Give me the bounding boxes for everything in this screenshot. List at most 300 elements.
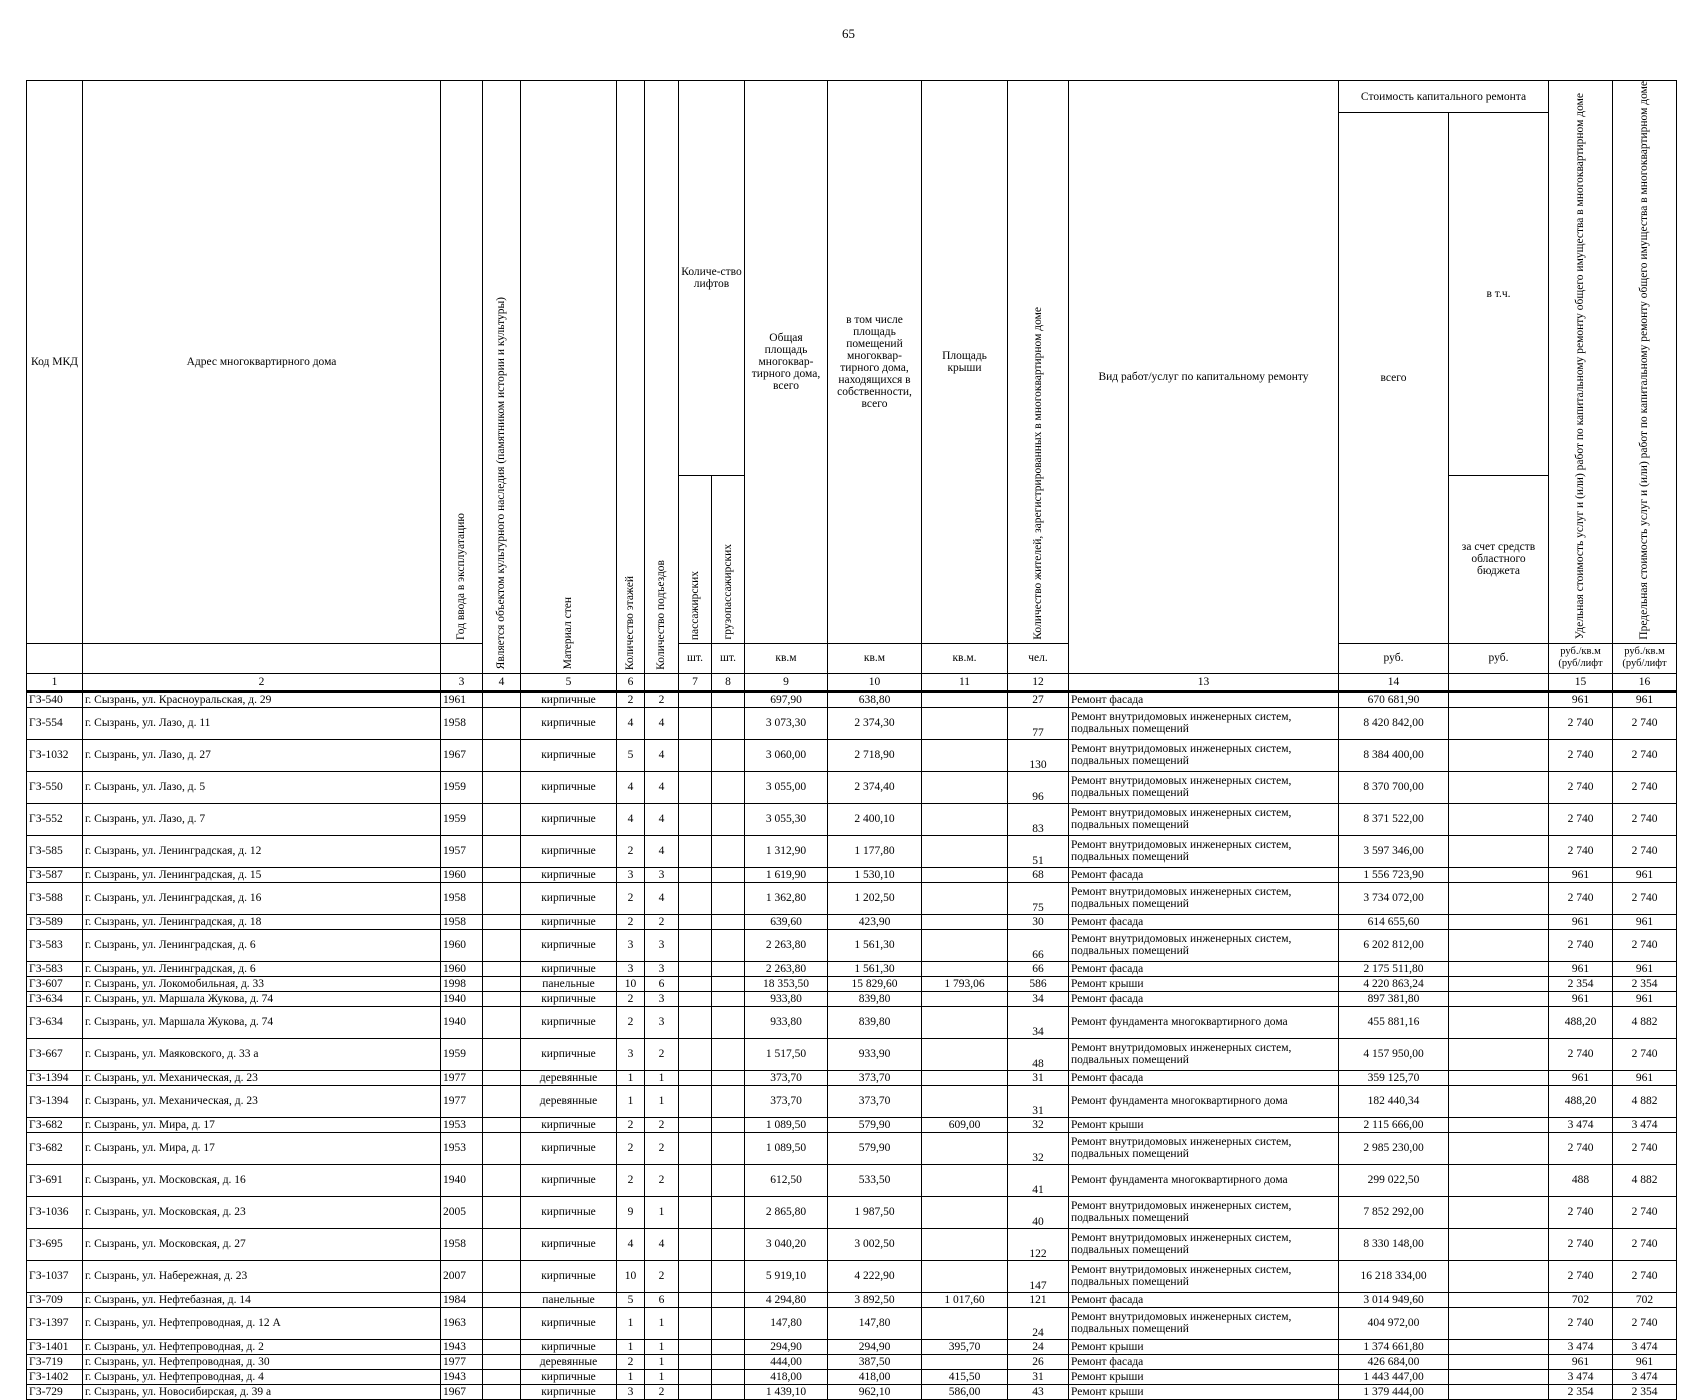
cell-roof-area: 1 793,06 xyxy=(922,976,1008,991)
cell-work-type: Ремонт крыши xyxy=(1069,1369,1339,1384)
header-address: Адрес многоквартирного дома xyxy=(83,81,441,644)
cell-address: г. Сызрань, ул. Маяковского, д. 33 а xyxy=(83,1038,441,1070)
cell-owned-area: 3 002,50 xyxy=(828,1228,922,1260)
cell-entrances: 1 xyxy=(645,1307,679,1339)
header-cost-regional: за счет средств областного бюджета xyxy=(1449,475,1549,643)
cell-floors: 10 xyxy=(617,976,645,991)
cell-material: кирпичные xyxy=(521,739,617,771)
cell-total-area: 2 263,80 xyxy=(745,929,828,961)
cell-material: кирпичные xyxy=(521,1006,617,1038)
cell-owned-area: 373,70 xyxy=(828,1070,922,1085)
cell-lifts-passenger xyxy=(679,691,712,707)
header-unit-address xyxy=(83,643,441,673)
cell-year: 1984 xyxy=(441,1292,483,1307)
cell-lifts-cargo xyxy=(712,1354,745,1369)
cell-address: г. Сызрань, ул. Локомобильная, д. 33 xyxy=(83,976,441,991)
cell-lifts-cargo xyxy=(712,867,745,882)
cell-heritage xyxy=(483,691,521,707)
cell-residents: 43 xyxy=(1008,1384,1069,1399)
cell-work-type: Ремонт внутридомовых инженерных систем, подвальных помещений xyxy=(1069,1260,1339,1292)
cell-roof-area xyxy=(922,1354,1008,1369)
cell-total-area: 1 619,90 xyxy=(745,867,828,882)
cell-heritage xyxy=(483,867,521,882)
cell-material: кирпичные xyxy=(521,929,617,961)
cell-address: г. Сызрань, ул. Лазо, д. 11 xyxy=(83,707,441,739)
cell-year: 1967 xyxy=(441,1384,483,1399)
cell-unit-cost: 2 740 xyxy=(1549,803,1613,835)
cell-residents: 34 xyxy=(1008,991,1069,1006)
cell-residents: 147 xyxy=(1008,1260,1069,1292)
cell-code: ГЗ-588 xyxy=(27,882,83,914)
cell-year: 2005 xyxy=(441,1196,483,1228)
cell-total-area: 1 439,10 xyxy=(745,1384,828,1399)
table-row xyxy=(27,1006,1677,1038)
cell-roof-area xyxy=(922,991,1008,1006)
cell-cost-regional xyxy=(1449,1260,1549,1292)
unit-lifts-cargo: шт. xyxy=(712,643,745,673)
cell-roof-area xyxy=(922,739,1008,771)
cell-roof-area xyxy=(922,1307,1008,1339)
cell-year: 1953 xyxy=(441,1117,483,1132)
cell-lifts-passenger xyxy=(679,961,712,976)
cell-year: 1940 xyxy=(441,991,483,1006)
cell-material: кирпичные xyxy=(521,691,617,707)
cell-code: ГЗ-540 xyxy=(27,691,83,707)
cell-cost-regional xyxy=(1449,961,1549,976)
cell-roof-area xyxy=(922,691,1008,707)
cell-cost-total: 3 597 346,00 xyxy=(1339,835,1449,867)
cell-entrances: 4 xyxy=(645,882,679,914)
cell-owned-area: 1 202,50 xyxy=(828,882,922,914)
cell-year: 1959 xyxy=(441,1038,483,1070)
cell-code: ГЗ-554 xyxy=(27,707,83,739)
cell-cost-regional xyxy=(1449,1354,1549,1369)
cell-roof-area xyxy=(922,914,1008,929)
cell-heritage xyxy=(483,1369,521,1384)
cell-address: г. Сызрань, ул. Нефтепроводная, д. 30 xyxy=(83,1354,441,1369)
cell-cost-regional xyxy=(1449,914,1549,929)
column-number: 15 xyxy=(1549,673,1613,691)
table-row xyxy=(27,991,1677,1006)
cell-entrances: 2 xyxy=(645,1260,679,1292)
cell-cost-total: 2 115 666,00 xyxy=(1339,1117,1449,1132)
cell-year: 1960 xyxy=(441,929,483,961)
table-row xyxy=(27,1369,1677,1384)
cell-floors: 5 xyxy=(617,1292,645,1307)
cell-code: ГЗ-1036 xyxy=(27,1196,83,1228)
cell-cost-regional xyxy=(1449,835,1549,867)
cell-max-cost: 3 474 xyxy=(1613,1117,1677,1132)
cell-cost-regional xyxy=(1449,1228,1549,1260)
cell-cost-regional xyxy=(1449,1085,1549,1117)
cell-address: г. Сызрань, ул. Ленинградская, д. 16 xyxy=(83,882,441,914)
cell-heritage xyxy=(483,1260,521,1292)
cell-address: г. Сызрань, ул. Лазо, д. 27 xyxy=(83,739,441,771)
cell-heritage xyxy=(483,739,521,771)
cell-unit-cost: 2 740 xyxy=(1549,1228,1613,1260)
table-row xyxy=(27,1307,1677,1339)
cell-unit-cost: 702 xyxy=(1549,1292,1613,1307)
cell-cost-total: 1 443 447,00 xyxy=(1339,1369,1449,1384)
cell-roof-area: 415,50 xyxy=(922,1369,1008,1384)
cell-total-area: 3 055,00 xyxy=(745,771,828,803)
cell-owned-area: 1 987,50 xyxy=(828,1196,922,1228)
cell-material: кирпичные xyxy=(521,1228,617,1260)
table-row xyxy=(27,771,1677,803)
cell-unit-cost: 2 740 xyxy=(1549,1038,1613,1070)
header-owned-area: в том числе площадь помещений многоквар-тирного дома, находящихся в собственности, всего xyxy=(828,81,922,644)
cell-max-cost: 2 740 xyxy=(1613,771,1677,803)
column-number: 1 xyxy=(27,673,83,691)
cell-material: деревянные xyxy=(521,1085,617,1117)
cell-lifts-passenger xyxy=(679,1006,712,1038)
cell-address: г. Сызрань, ул. Нефтепроводная, д. 2 xyxy=(83,1339,441,1354)
cell-code: ГЗ-691 xyxy=(27,1164,83,1196)
cell-lifts-cargo xyxy=(712,771,745,803)
cell-total-area: 4 294,80 xyxy=(745,1292,828,1307)
cell-material: кирпичные xyxy=(521,803,617,835)
cell-residents: 24 xyxy=(1008,1339,1069,1354)
cell-floors: 2 xyxy=(617,691,645,707)
cell-year: 1958 xyxy=(441,1228,483,1260)
cell-roof-area xyxy=(922,1196,1008,1228)
cell-lifts-cargo xyxy=(712,1384,745,1399)
header-year: Год ввода в эксплуатацию xyxy=(441,81,483,644)
cell-max-cost: 961 xyxy=(1613,867,1677,882)
cell-entrances: 2 xyxy=(645,1038,679,1070)
cell-roof-area xyxy=(922,1006,1008,1038)
cell-cost-regional xyxy=(1449,771,1549,803)
cell-heritage xyxy=(483,1354,521,1369)
cell-total-area: 1 089,50 xyxy=(745,1117,828,1132)
cell-floors: 2 xyxy=(617,882,645,914)
cell-floors: 3 xyxy=(617,867,645,882)
cell-year: 1960 xyxy=(441,961,483,976)
table-row xyxy=(27,1038,1677,1070)
cell-lifts-passenger xyxy=(679,1085,712,1117)
unit-cost-regional: руб. xyxy=(1449,643,1549,673)
cell-roof-area xyxy=(922,707,1008,739)
cell-code: ГЗ-709 xyxy=(27,1292,83,1307)
cell-unit-cost: 2 740 xyxy=(1549,929,1613,961)
cell-work-type: Ремонт внутридомовых инженерных систем, подвальных помещений xyxy=(1069,929,1339,961)
cell-total-area: 933,80 xyxy=(745,991,828,1006)
cell-material: кирпичные xyxy=(521,1164,617,1196)
cell-cost-regional xyxy=(1449,1339,1549,1354)
cell-entrances: 2 xyxy=(645,691,679,707)
cell-code: ГЗ-1032 xyxy=(27,739,83,771)
cell-cost-total: 3 734 072,00 xyxy=(1339,882,1449,914)
cell-residents: 27 xyxy=(1008,691,1069,707)
cell-heritage xyxy=(483,976,521,991)
cell-entrances: 3 xyxy=(645,1006,679,1038)
cell-total-area: 2 263,80 xyxy=(745,961,828,976)
cell-owned-area: 387,50 xyxy=(828,1354,922,1369)
header-cost-total: всего xyxy=(1339,113,1449,644)
cell-heritage xyxy=(483,1085,521,1117)
cell-cost-total: 614 655,60 xyxy=(1339,914,1449,929)
cell-lifts-cargo xyxy=(712,1260,745,1292)
cell-max-cost: 2 740 xyxy=(1613,739,1677,771)
column-number xyxy=(645,673,679,691)
cell-address: г. Сызрань, ул. Нефтебазная, д. 14 xyxy=(83,1292,441,1307)
cell-cost-regional xyxy=(1449,1292,1549,1307)
cell-max-cost: 3 474 xyxy=(1613,1339,1677,1354)
table-row xyxy=(27,739,1677,771)
cell-entrances: 2 xyxy=(645,1117,679,1132)
cell-residents: 121 xyxy=(1008,1292,1069,1307)
cell-work-type: Ремонт внутридомовых инженерных систем, подвальных помещений xyxy=(1069,835,1339,867)
cell-floors: 1 xyxy=(617,1085,645,1117)
cell-address: г. Сызрань, ул. Ленинградская, д. 6 xyxy=(83,929,441,961)
cell-year: 1953 xyxy=(441,1132,483,1164)
cell-total-area: 1 362,80 xyxy=(745,882,828,914)
cell-owned-area: 2 400,10 xyxy=(828,803,922,835)
cell-unit-cost: 961 xyxy=(1549,867,1613,882)
cell-lifts-cargo xyxy=(712,991,745,1006)
cell-cost-regional xyxy=(1449,976,1549,991)
cell-max-cost: 2 740 xyxy=(1613,803,1677,835)
cell-residents: 26 xyxy=(1008,1354,1069,1369)
cell-cost-total: 3 014 949,60 xyxy=(1339,1292,1449,1307)
cell-address: г. Сызрань, ул. Мира, д. 17 xyxy=(83,1117,441,1132)
column-number: 14 xyxy=(1339,673,1449,691)
cell-lifts-cargo xyxy=(712,961,745,976)
cell-lifts-cargo xyxy=(712,1369,745,1384)
cell-residents: 32 xyxy=(1008,1117,1069,1132)
cell-code: ГЗ-1402 xyxy=(27,1369,83,1384)
cell-lifts-cargo xyxy=(712,929,745,961)
cell-cost-regional xyxy=(1449,867,1549,882)
header-cost-incl: в т.ч. xyxy=(1449,113,1549,476)
cell-max-cost: 2 740 xyxy=(1613,1038,1677,1070)
cell-owned-area: 638,80 xyxy=(828,691,922,707)
cell-entrances: 3 xyxy=(645,961,679,976)
cell-max-cost: 2 740 xyxy=(1613,1228,1677,1260)
cell-lifts-cargo xyxy=(712,1164,745,1196)
cell-unit-cost: 2 354 xyxy=(1549,1384,1613,1399)
table-row xyxy=(27,707,1677,739)
cell-heritage xyxy=(483,1117,521,1132)
cell-cost-regional xyxy=(1449,739,1549,771)
header-lifts-cargo: грузопассажирских xyxy=(712,475,745,643)
cell-unit-cost: 2 740 xyxy=(1549,707,1613,739)
cell-unit-cost: 961 xyxy=(1549,961,1613,976)
cell-lifts-cargo xyxy=(712,835,745,867)
cell-entrances: 4 xyxy=(645,835,679,867)
cell-unit-cost: 961 xyxy=(1549,1070,1613,1085)
column-number xyxy=(1449,673,1549,691)
cell-max-cost: 3 474 xyxy=(1613,1369,1677,1384)
cell-unit-cost: 2 740 xyxy=(1549,882,1613,914)
unit-unit-cost: руб./кв.м (руб/лифт xyxy=(1549,643,1613,673)
cell-cost-total: 7 852 292,00 xyxy=(1339,1196,1449,1228)
cell-residents: 66 xyxy=(1008,929,1069,961)
cell-lifts-cargo xyxy=(712,1132,745,1164)
cell-entrances: 3 xyxy=(645,867,679,882)
cell-residents: 40 xyxy=(1008,1196,1069,1228)
cell-address: г. Сызрань, ул. Лазо, д. 7 xyxy=(83,803,441,835)
cell-total-area: 147,80 xyxy=(745,1307,828,1339)
cell-total-area: 373,70 xyxy=(745,1070,828,1085)
cell-floors: 2 xyxy=(617,835,645,867)
cell-owned-area: 294,90 xyxy=(828,1339,922,1354)
cell-code: ГЗ-583 xyxy=(27,929,83,961)
cell-total-area: 1 312,90 xyxy=(745,835,828,867)
cell-max-cost: 4 882 xyxy=(1613,1006,1677,1038)
cell-floors: 1 xyxy=(617,1339,645,1354)
header-total-area: Общая площадь многоквар-тирного дома, всего xyxy=(745,81,828,644)
cell-material: кирпичные xyxy=(521,991,617,1006)
header-material: Материал стен xyxy=(521,81,617,674)
cell-lifts-passenger xyxy=(679,991,712,1006)
cell-year: 1957 xyxy=(441,835,483,867)
cell-material: панельные xyxy=(521,976,617,991)
cell-lifts-passenger xyxy=(679,867,712,882)
cell-material: кирпичные xyxy=(521,882,617,914)
cell-owned-area: 1 177,80 xyxy=(828,835,922,867)
cell-work-type: Ремонт внутридомовых инженерных систем, подвальных помещений xyxy=(1069,707,1339,739)
cell-work-type: Ремонт крыши xyxy=(1069,1384,1339,1399)
cell-roof-area xyxy=(922,1228,1008,1260)
table-row xyxy=(27,867,1677,882)
cell-residents: 51 xyxy=(1008,835,1069,867)
cell-code: ГЗ-607 xyxy=(27,976,83,991)
cell-total-area: 3 055,30 xyxy=(745,803,828,835)
header-lifts-passenger: пассажирских xyxy=(679,475,712,643)
cell-cost-regional xyxy=(1449,1070,1549,1085)
cell-work-type: Ремонт фасада xyxy=(1069,1354,1339,1369)
cell-unit-cost: 961 xyxy=(1549,691,1613,707)
cell-code: ГЗ-589 xyxy=(27,914,83,929)
cell-floors: 2 xyxy=(617,1132,645,1164)
cell-entrances: 2 xyxy=(645,1164,679,1196)
cell-lifts-passenger xyxy=(679,1196,712,1228)
cell-residents: 75 xyxy=(1008,882,1069,914)
cell-unit-cost: 3 474 xyxy=(1549,1339,1613,1354)
cell-work-type: Ремонт внутридомовых инженерных систем, подвальных помещений xyxy=(1069,882,1339,914)
cell-max-cost: 4 882 xyxy=(1613,1085,1677,1117)
cell-total-area: 1 517,50 xyxy=(745,1038,828,1070)
cell-lifts-passenger xyxy=(679,929,712,961)
cell-heritage xyxy=(483,771,521,803)
cell-roof-area xyxy=(922,929,1008,961)
header-work-type: Вид работ/услуг по капитальному ремонту xyxy=(1069,81,1339,674)
column-number: 4 xyxy=(483,673,521,691)
cell-cost-regional xyxy=(1449,1038,1549,1070)
cell-max-cost: 961 xyxy=(1613,961,1677,976)
unit-max-cost: руб./кв.м (руб/лифт xyxy=(1613,643,1677,673)
column-number: 5 xyxy=(521,673,617,691)
cell-material: кирпичные xyxy=(521,1117,617,1132)
cell-total-area: 2 865,80 xyxy=(745,1196,828,1228)
cell-material: кирпичные xyxy=(521,1038,617,1070)
cell-entrances: 4 xyxy=(645,803,679,835)
column-number: 3 xyxy=(441,673,483,691)
cell-unit-cost: 3 474 xyxy=(1549,1369,1613,1384)
cell-lifts-cargo xyxy=(712,1085,745,1117)
table-row xyxy=(27,835,1677,867)
cell-address: г. Сызрань, ул. Московская, д. 27 xyxy=(83,1228,441,1260)
cell-roof-area: 1 017,60 xyxy=(922,1292,1008,1307)
cell-lifts-passenger xyxy=(679,1117,712,1132)
cell-owned-area: 962,10 xyxy=(828,1384,922,1399)
cell-roof-area xyxy=(922,867,1008,882)
column-number: 6 xyxy=(617,673,645,691)
cell-floors: 4 xyxy=(617,803,645,835)
cell-cost-regional xyxy=(1449,882,1549,914)
unit-cost-total: руб. xyxy=(1339,643,1449,673)
cell-heritage xyxy=(483,961,521,976)
cell-heritage xyxy=(483,1384,521,1399)
cell-entrances: 1 xyxy=(645,1085,679,1117)
cell-unit-cost: 2 740 xyxy=(1549,1196,1613,1228)
cell-owned-area: 4 222,90 xyxy=(828,1260,922,1292)
cell-cost-total: 8 420 842,00 xyxy=(1339,707,1449,739)
cell-total-area: 5 919,10 xyxy=(745,1260,828,1292)
cell-lifts-cargo xyxy=(712,1307,745,1339)
header-max-cost: Предельная стоимость услуг и (или) работ по капитальному ремонту общего имущества в многоквартирном доме xyxy=(1613,81,1677,644)
cell-unit-cost: 961 xyxy=(1549,914,1613,929)
cell-work-type: Ремонт внутридомовых инженерных систем, подвальных помещений xyxy=(1069,803,1339,835)
cell-residents: 68 xyxy=(1008,867,1069,882)
cell-roof-area xyxy=(922,803,1008,835)
cell-unit-cost: 2 740 xyxy=(1549,1260,1613,1292)
cell-material: кирпичные xyxy=(521,961,617,976)
cell-cost-regional xyxy=(1449,1117,1549,1132)
cell-work-type: Ремонт фасада xyxy=(1069,1070,1339,1085)
column-number: 11 xyxy=(922,673,1008,691)
cell-lifts-passenger xyxy=(679,882,712,914)
cell-lifts-passenger xyxy=(679,1164,712,1196)
cell-floors: 2 xyxy=(617,1354,645,1369)
cell-lifts-cargo xyxy=(712,882,745,914)
cell-floors: 3 xyxy=(617,961,645,976)
cell-heritage xyxy=(483,1196,521,1228)
cell-entrances: 4 xyxy=(645,739,679,771)
cell-owned-area: 839,80 xyxy=(828,991,922,1006)
cell-address: г. Сызрань, ул. Механическая, д. 23 xyxy=(83,1070,441,1085)
cell-work-type: Ремонт фасада xyxy=(1069,867,1339,882)
cell-roof-area: 609,00 xyxy=(922,1117,1008,1132)
cell-entrances: 2 xyxy=(645,1384,679,1399)
cell-heritage xyxy=(483,835,521,867)
cell-entrances: 1 xyxy=(645,1354,679,1369)
cell-work-type: Ремонт фасада xyxy=(1069,914,1339,929)
cell-floors: 3 xyxy=(617,1038,645,1070)
cell-address: г. Сызрань, ул. Набережная, д. 23 xyxy=(83,1260,441,1292)
cell-material: кирпичные xyxy=(521,835,617,867)
cell-material: кирпичные xyxy=(521,707,617,739)
cell-max-cost: 961 xyxy=(1613,691,1677,707)
cell-roof-area xyxy=(922,961,1008,976)
cell-total-area: 933,80 xyxy=(745,1006,828,1038)
cell-year: 1959 xyxy=(441,771,483,803)
cell-lifts-passenger xyxy=(679,1384,712,1399)
cell-heritage xyxy=(483,1006,521,1038)
table-row xyxy=(27,882,1677,914)
cell-lifts-cargo xyxy=(712,803,745,835)
cell-heritage xyxy=(483,1339,521,1354)
cell-lifts-passenger xyxy=(679,1339,712,1354)
cell-owned-area: 147,80 xyxy=(828,1307,922,1339)
cell-total-area: 444,00 xyxy=(745,1354,828,1369)
unit-residents: чел. xyxy=(1008,643,1069,673)
cell-floors: 10 xyxy=(617,1260,645,1292)
cell-cost-total: 897 381,80 xyxy=(1339,991,1449,1006)
cell-max-cost: 2 354 xyxy=(1613,976,1677,991)
table-row xyxy=(27,1260,1677,1292)
